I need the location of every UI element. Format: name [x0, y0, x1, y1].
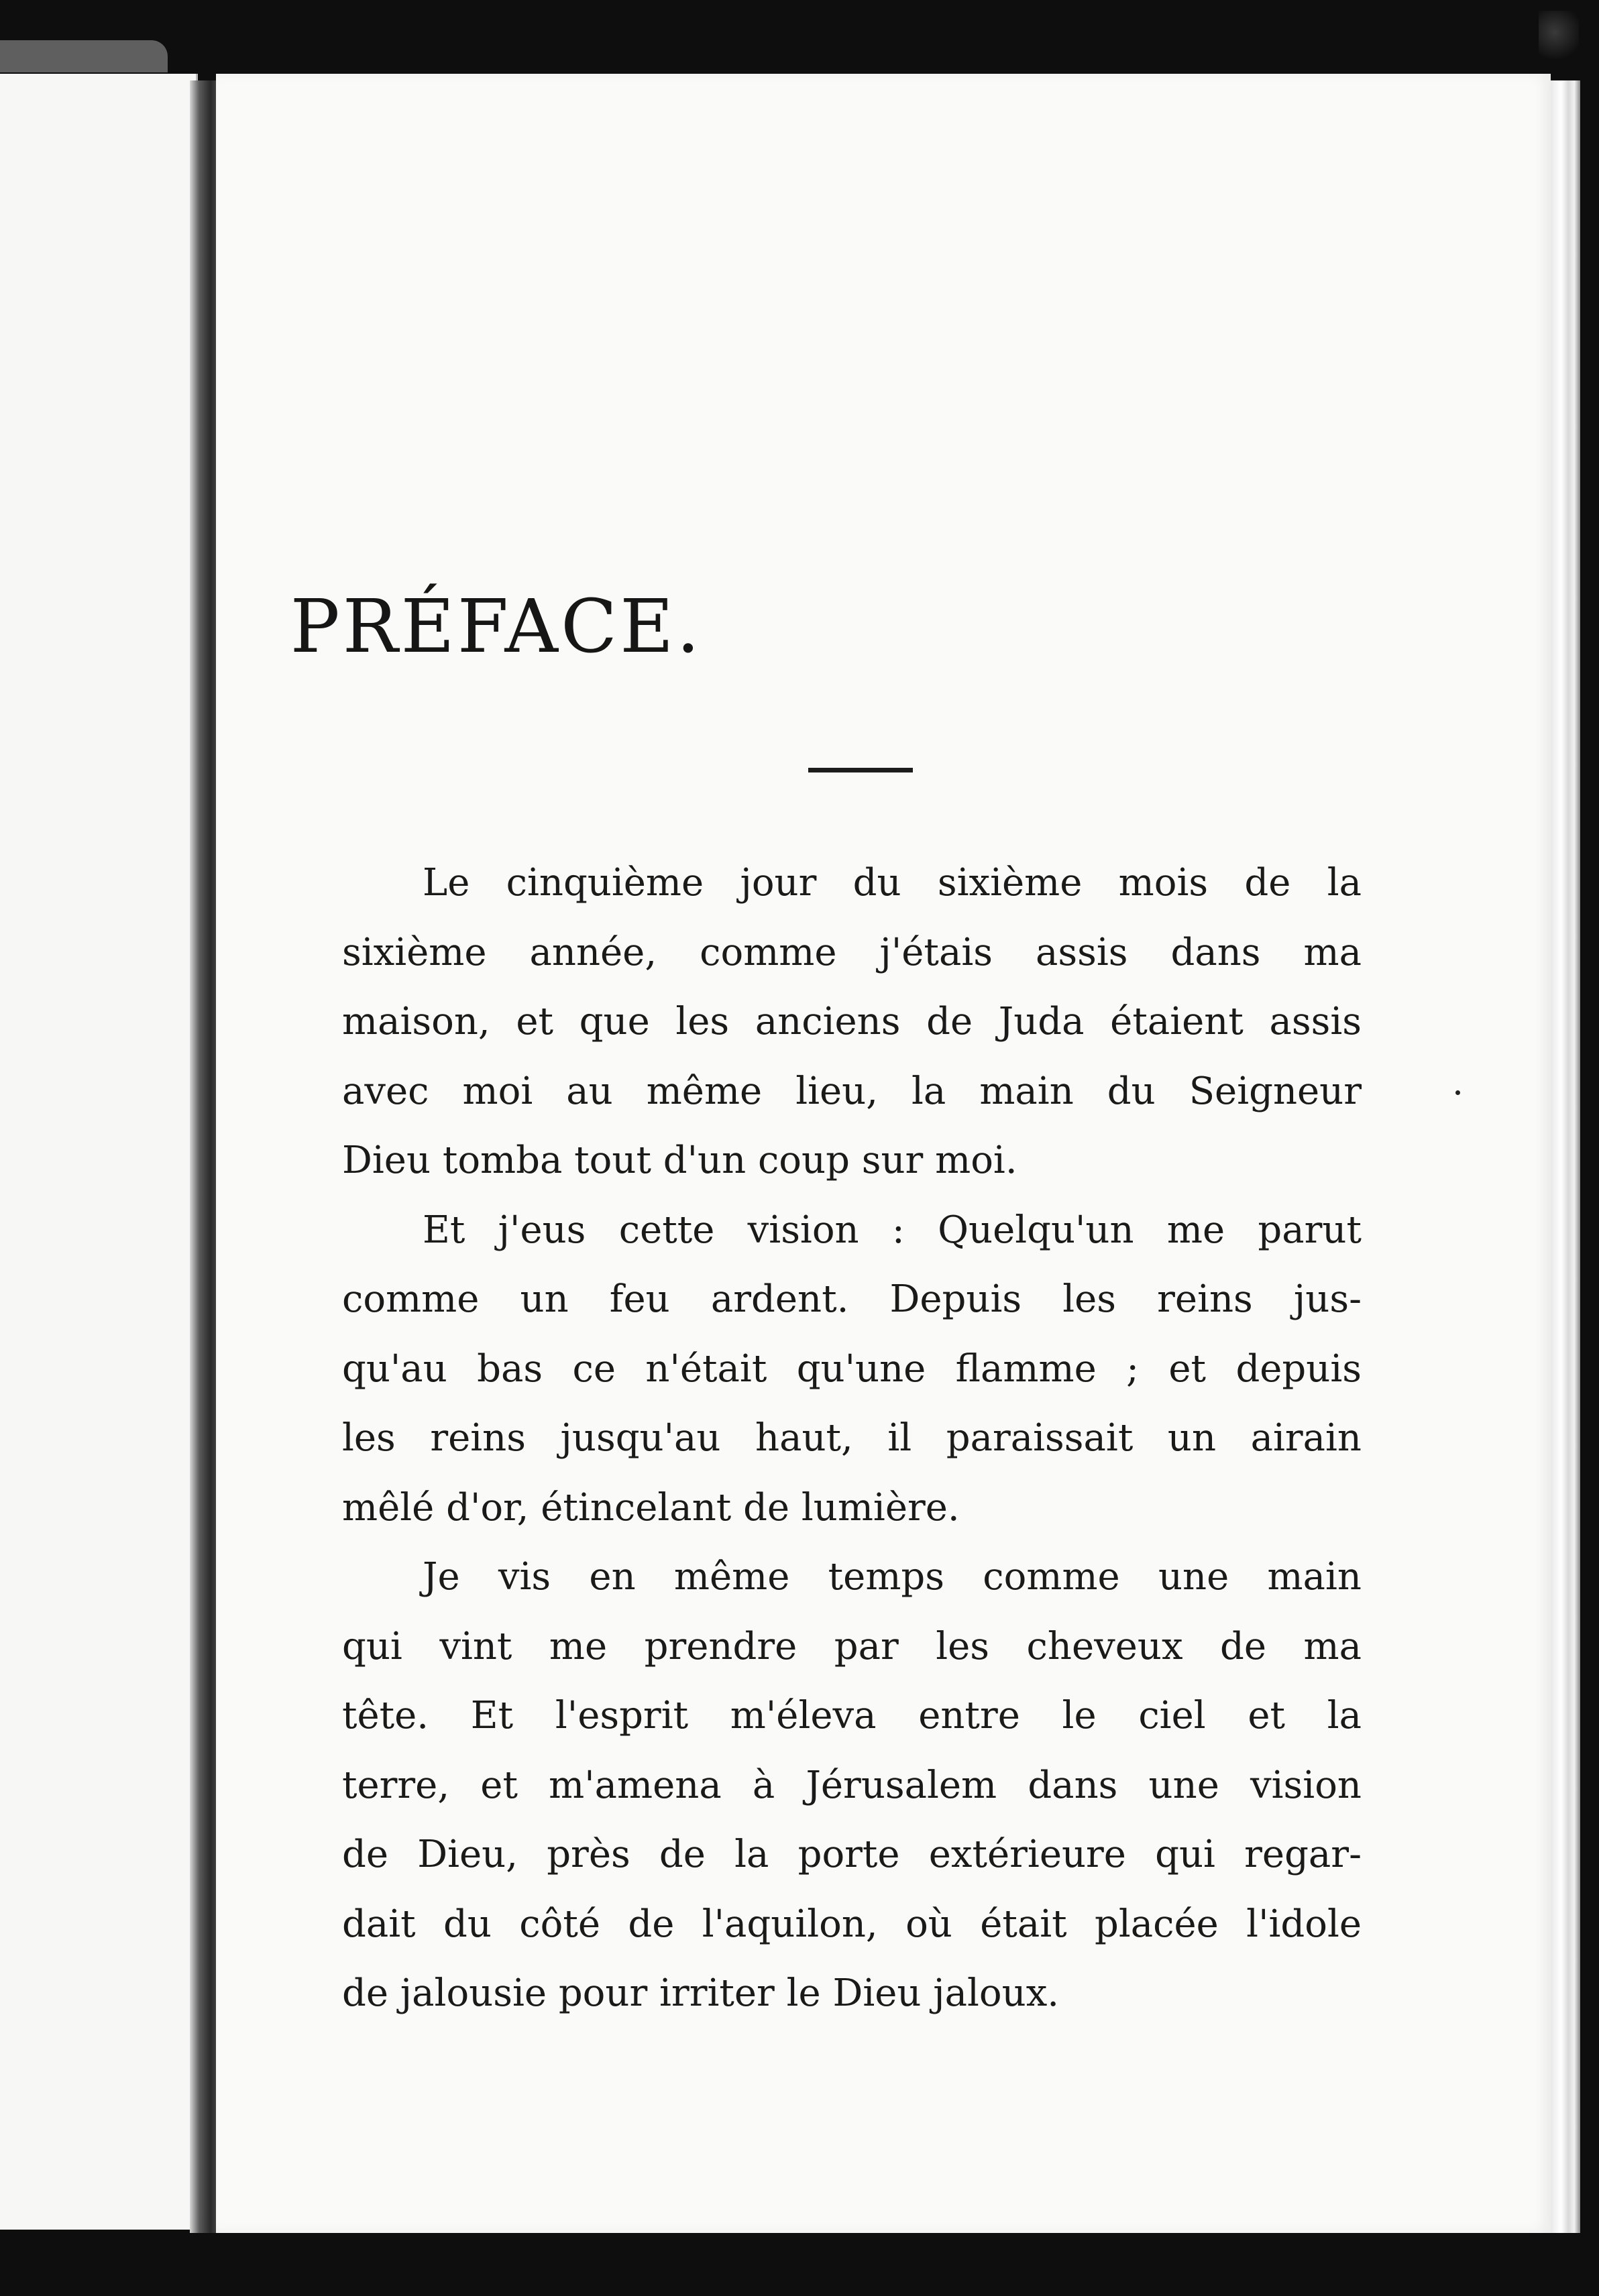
text-line: sixième année, comme j'étais assis dans ma — [342, 930, 1362, 974]
page-title: PRÉFACE. — [290, 583, 703, 669]
text-line: les reins jusqu'au haut, il paraissait un airain — [342, 1416, 1362, 1460]
text-line: de jalousie pour irriter le Dieu jaloux. — [342, 1971, 1060, 2015]
preface-text — [342, 848, 1362, 2028]
text-line: tête. Et l'esprit m'éleva entre le ciel et la — [342, 1694, 1362, 1737]
left-page-top-edge — [0, 40, 168, 72]
text-line: comme un feu ardent. Depuis les reins jus- — [342, 1277, 1362, 1321]
text-line: qu'au bas ce n'était qu'une flamme ; et depuis — [342, 1346, 1362, 1391]
text-line: maison, et que les anciens de Juda étaient assis — [342, 1000, 1362, 1043]
text-line: de Dieu, près de la porte extérieure qui regar- — [342, 1833, 1362, 1876]
text-line: Je vis en même temps comme une main — [423, 1555, 1362, 1599]
title-rule — [808, 768, 913, 772]
text-line: qui vint me prendre par les cheveux de ma — [342, 1624, 1362, 1668]
text-line: Dieu tomba tout d'un coup sur moi. — [342, 1139, 1017, 1182]
text-line: mêlé d'or, étincelant de lumière. — [342, 1485, 960, 1530]
paper-speck — [1455, 1090, 1460, 1095]
text-line: Le cinquième jour du sixième mois de la — [423, 861, 1362, 905]
text-line: avec moi au même lieu, la main du Seigneur — [342, 1069, 1362, 1113]
text-line: Et j'eus cette vision : Quelqu'un me parut — [423, 1208, 1362, 1252]
scan-corner-shadow — [1539, 11, 1579, 64]
text-line: dait du côté de l'aquilon, où était placée l'idole — [342, 1902, 1362, 1946]
text-line: terre, et m'amena à Jérusalem dans une vision — [342, 1763, 1362, 1807]
left-blank-page — [0, 74, 198, 2230]
page-fore-edge — [1551, 80, 1580, 2233]
